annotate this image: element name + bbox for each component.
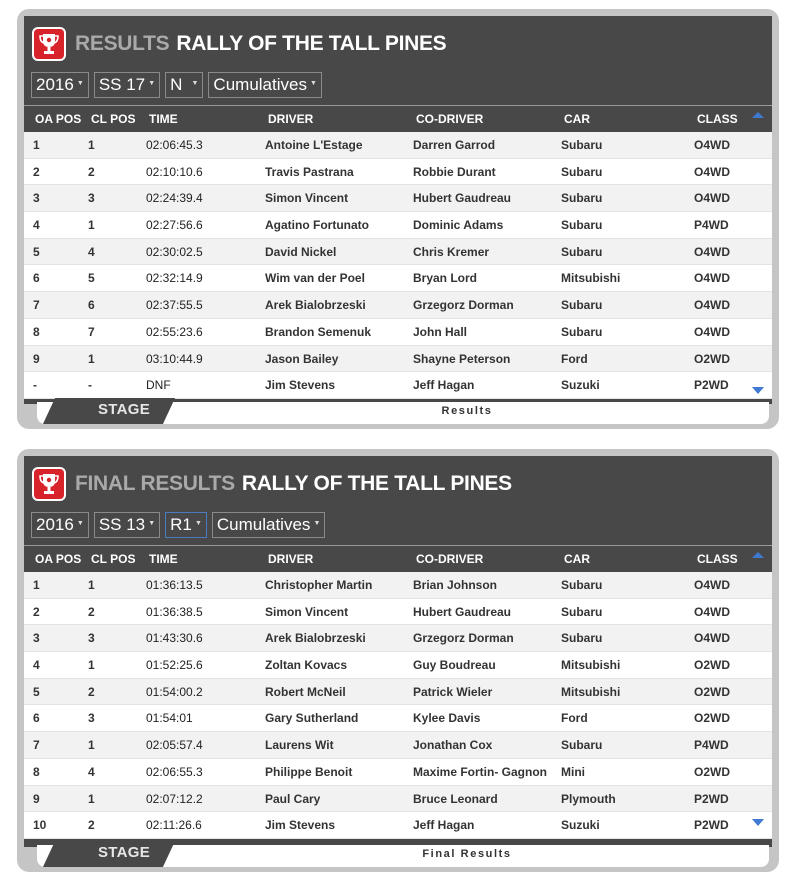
co-driver-cell: Hubert Gaudreau <box>413 191 512 206</box>
table-row[interactable] <box>24 705 772 732</box>
driver-cell: Wim van der Poel <box>265 271 365 286</box>
cl-pos-cell: - <box>88 378 92 393</box>
panel-footer <box>37 845 769 867</box>
table-row[interactable] <box>24 732 772 759</box>
title-event-name: RALLY OF THE TALL PINES <box>176 32 447 55</box>
table-row[interactable] <box>24 319 772 346</box>
class-cell: O2WD <box>694 711 730 726</box>
class-cell: O4WD <box>694 324 730 339</box>
time-cell: 03:10:44.9 <box>146 351 203 366</box>
panel-title <box>32 467 512 501</box>
driver-cell: Zoltan Kovacs <box>265 658 348 673</box>
time-cell: 02:55:23.6 <box>146 324 203 339</box>
car-cell: Mini <box>561 764 585 779</box>
time-cell: 02:06:45.3 <box>146 138 203 152</box>
table-row[interactable] <box>24 599 772 626</box>
col-header-driver[interactable]: DRIVER <box>268 552 314 566</box>
col-header-time[interactable]: TIME <box>149 552 178 566</box>
table-row[interactable] <box>24 185 772 212</box>
scroll-down-icon[interactable] <box>752 387 764 394</box>
class-cell: P2WD <box>694 378 729 393</box>
time-cell: 02:30:02.5 <box>146 244 203 259</box>
cl-pos-cell: 7 <box>88 324 95 339</box>
stage-select-value: SS 13 <box>98 515 146 534</box>
oa-pos-cell: 10 <box>33 818 47 833</box>
car-cell: Subaru <box>561 164 603 179</box>
class-cell: O2WD <box>694 684 730 699</box>
trophy-icon <box>32 467 66 501</box>
car-cell: Subaru <box>561 244 603 259</box>
view-select-value: Cumulatives <box>216 515 311 534</box>
time-cell: 01:36:38.5 <box>146 604 203 619</box>
co-driver-cell: Guy Boudreau <box>413 658 496 673</box>
view-select[interactable] <box>212 512 326 538</box>
group-select[interactable] <box>165 72 203 98</box>
col-header-time[interactable]: TIME <box>149 112 178 126</box>
class-cell: O4WD <box>694 604 730 619</box>
year-select-value: 2016 <box>36 75 74 94</box>
class-cell: P4WD <box>694 738 729 753</box>
table-row[interactable] <box>24 159 772 186</box>
oa-pos-cell: 2 <box>33 604 40 619</box>
oa-pos-cell: 2 <box>33 164 40 179</box>
oa-pos-cell: 3 <box>33 631 40 646</box>
class-cell: O4WD <box>694 631 730 646</box>
time-cell: 01:54:00.2 <box>146 684 203 699</box>
class-cell: P2WD <box>694 818 729 833</box>
driver-cell: Robert McNeil <box>265 684 346 699</box>
cl-pos-cell: 2 <box>88 818 95 833</box>
table-row[interactable] <box>24 652 772 679</box>
stage-tab[interactable]: STAGE <box>97 844 151 861</box>
results-table <box>24 545 772 839</box>
driver-cell: Jason Bailey <box>265 351 339 366</box>
car-cell: Ford <box>561 351 588 366</box>
time-cell: DNF <box>146 378 171 393</box>
col-header-class[interactable]: CLASS <box>697 112 738 126</box>
final-results-panel <box>17 449 779 872</box>
car-cell: Subaru <box>561 218 603 233</box>
oa-pos-cell: 6 <box>33 711 40 726</box>
co-driver-cell: Bruce Leonard <box>413 791 498 806</box>
table-row[interactable] <box>24 239 772 266</box>
view-select[interactable] <box>208 72 322 98</box>
cl-pos-cell: 1 <box>88 138 95 152</box>
cl-pos-cell: 1 <box>88 218 95 233</box>
dropdown-caret-icon: ▼ <box>313 520 321 527</box>
col-header-driver[interactable]: DRIVER <box>268 112 314 126</box>
time-cell: 01:52:25.6 <box>146 658 203 673</box>
class-cell: O2WD <box>694 658 730 673</box>
table-body <box>24 132 772 399</box>
cl-pos-cell: 5 <box>88 271 95 286</box>
time-cell: 02:27:56.6 <box>146 218 203 233</box>
car-cell: Subaru <box>561 631 603 646</box>
co-driver-cell: Bryan Lord <box>413 271 478 286</box>
dropdown-caret-icon: ▼ <box>148 520 156 527</box>
col-header-cl-pos[interactable]: CL POS <box>91 112 136 126</box>
co-driver-cell: Grzegorz Dorman <box>413 631 514 646</box>
time-cell: 02:06:55.3 <box>146 764 203 779</box>
filter-controls <box>31 72 327 98</box>
results-table <box>24 105 772 399</box>
table-body <box>24 572 772 839</box>
co-driver-cell: Brian Johnson <box>413 578 498 592</box>
table-row[interactable] <box>24 786 772 813</box>
cl-pos-cell: 3 <box>88 711 95 726</box>
cl-pos-cell: 1 <box>88 578 95 592</box>
class-cell: O4WD <box>694 191 730 206</box>
co-driver-cell: Jeff Hagan <box>413 818 475 833</box>
class-cell: O2WD <box>694 764 730 779</box>
co-driver-cell: Kylee Davis <box>413 711 481 726</box>
driver-cell: Agatino Fortunato <box>265 218 369 233</box>
co-driver-cell: Robbie Durant <box>413 164 496 179</box>
oa-pos-cell: 5 <box>33 684 40 699</box>
co-driver-cell: Dominic Adams <box>413 218 504 233</box>
oa-pos-cell: 1 <box>33 578 40 592</box>
driver-cell: David Nickel <box>265 244 337 259</box>
group-select[interactable] <box>165 512 207 538</box>
driver-cell: Philippe Benoit <box>265 764 353 779</box>
car-cell: Subaru <box>561 324 603 339</box>
co-driver-cell: Maxime Fortin- Gagnon <box>413 764 548 779</box>
table-row[interactable] <box>24 292 772 319</box>
driver-cell: Christopher Martin <box>265 578 373 592</box>
table-row[interactable] <box>24 625 772 652</box>
co-driver-cell: Darren Garrod <box>413 138 496 152</box>
cl-pos-cell: 3 <box>88 191 95 206</box>
footer-caption: Results <box>441 405 493 417</box>
oa-pos-cell: 6 <box>33 271 40 286</box>
oa-pos-cell: 4 <box>33 658 40 673</box>
cl-pos-cell: 2 <box>88 164 95 179</box>
driver-cell: Travis Pastrana <box>265 164 354 179</box>
car-cell: Ford <box>561 711 588 726</box>
oa-pos-cell: 8 <box>33 324 40 339</box>
oa-pos-cell: 4 <box>33 218 40 233</box>
class-cell: O4WD <box>694 578 730 592</box>
table-header <box>24 545 772 572</box>
car-cell: Mitsubishi <box>561 271 621 286</box>
title-prefix: FINAL RESULTS <box>75 472 235 495</box>
driver-cell: Simon Vincent <box>265 191 349 206</box>
driver-cell: Jim Stevens <box>265 818 336 833</box>
stage-select[interactable] <box>94 72 160 98</box>
cl-pos-cell: 1 <box>88 351 95 366</box>
year-select[interactable] <box>31 512 89 538</box>
car-cell: Mitsubishi <box>561 684 621 699</box>
table-row[interactable] <box>24 132 772 159</box>
table-row[interactable] <box>24 372 772 399</box>
driver-cell: Antoine L'Estage <box>265 138 363 152</box>
car-cell: Suzuki <box>561 818 600 833</box>
dropdown-caret-icon: ▼ <box>191 80 199 87</box>
oa-pos-cell: - <box>33 378 37 393</box>
col-header-car[interactable]: CAR <box>564 552 590 566</box>
car-cell: Subaru <box>561 604 603 619</box>
table-row[interactable] <box>24 812 772 839</box>
co-driver-cell: Patrick Wieler <box>413 684 493 699</box>
cl-pos-cell: 6 <box>88 298 95 313</box>
title-event-name: RALLY OF THE TALL PINES <box>241 472 512 495</box>
time-cell: 01:54:01 <box>146 711 193 726</box>
col-header-co-driver[interactable]: CO-DRIVER <box>416 552 484 566</box>
stage-select[interactable] <box>94 512 160 538</box>
car-cell: Subaru <box>561 578 603 592</box>
time-cell: 02:37:55.5 <box>146 298 203 313</box>
co-driver-cell: Jeff Hagan <box>413 378 475 393</box>
panel-footer <box>37 402 769 424</box>
col-header-class[interactable]: CLASS <box>697 552 738 566</box>
group-select-value: N <box>170 75 183 94</box>
col-header-co-driver[interactable]: CO-DRIVER <box>416 112 484 126</box>
scroll-up-icon[interactable] <box>752 552 764 558</box>
co-driver-cell: Hubert Gaudreau <box>413 604 512 619</box>
stage-tab[interactable]: STAGE <box>97 401 151 418</box>
final-results-widget <box>24 456 772 847</box>
table-row[interactable] <box>24 679 772 706</box>
class-cell: P2WD <box>694 791 729 806</box>
view-select-value: Cumulatives <box>213 75 307 94</box>
col-header-cl-pos[interactable]: CL POS <box>91 552 136 566</box>
time-cell: 02:05:57.4 <box>146 738 203 753</box>
panel-title <box>32 27 446 61</box>
scroll-up-icon[interactable] <box>752 112 764 118</box>
co-driver-cell: Grzegorz Dorman <box>413 298 514 313</box>
cl-pos-cell: 1 <box>88 738 95 753</box>
dropdown-caret-icon: ▼ <box>76 520 84 527</box>
footer-caption: Final Results <box>422 848 512 860</box>
col-header-car[interactable]: CAR <box>564 112 590 126</box>
time-cell: 02:07:12.2 <box>146 791 203 806</box>
class-cell: P4WD <box>694 218 729 233</box>
results-widget <box>24 16 772 404</box>
cl-pos-cell: 2 <box>88 604 95 619</box>
car-cell: Mitsubishi <box>561 658 621 673</box>
group-select-value: R1 <box>170 515 192 534</box>
results-panel <box>17 9 779 429</box>
time-cell: 02:24:39.4 <box>146 191 203 206</box>
car-cell: Subaru <box>561 738 603 753</box>
driver-cell: Gary Sutherland <box>265 711 359 726</box>
dropdown-caret-icon: ▼ <box>310 80 317 87</box>
dropdown-caret-icon: ▼ <box>194 520 202 527</box>
class-cell: O4WD <box>694 138 730 152</box>
cl-pos-cell: 1 <box>88 791 95 806</box>
cl-pos-cell: 4 <box>88 764 95 779</box>
time-cell: 02:32:14.9 <box>146 271 203 286</box>
oa-pos-cell: 7 <box>33 738 40 753</box>
co-driver-cell: John Hall <box>413 324 468 339</box>
scroll-down-icon[interactable] <box>752 819 764 826</box>
table-row[interactable] <box>24 212 772 239</box>
oa-pos-cell: 3 <box>33 191 40 206</box>
time-cell: 02:11:26.6 <box>146 818 202 833</box>
driver-cell: Jim Stevens <box>265 378 336 393</box>
year-select-value: 2016 <box>36 515 74 534</box>
table-row[interactable] <box>24 572 772 599</box>
cl-pos-cell: 4 <box>88 244 95 259</box>
car-cell: Subaru <box>561 191 603 206</box>
dropdown-caret-icon: ▼ <box>76 80 84 87</box>
cl-pos-cell: 2 <box>88 684 95 699</box>
car-cell: Subaru <box>561 298 603 313</box>
class-cell: O4WD <box>694 164 730 179</box>
oa-pos-cell: 1 <box>33 138 40 152</box>
time-cell: 01:43:30.6 <box>146 631 203 646</box>
driver-cell: Simon Vincent <box>265 604 349 619</box>
class-cell: O4WD <box>694 271 730 286</box>
col-header-oa-pos[interactable]: OA POS <box>35 112 82 126</box>
title-prefix: RESULTS <box>75 32 170 55</box>
co-driver-cell: Shayne Peterson <box>413 351 511 366</box>
oa-pos-cell: 8 <box>33 764 40 779</box>
cl-pos-cell: 3 <box>88 631 95 646</box>
class-cell: O2WD <box>694 351 730 366</box>
trophy-icon <box>32 27 66 61</box>
oa-pos-cell: 5 <box>33 244 40 259</box>
time-cell: 01:36:13.5 <box>146 578 203 592</box>
driver-cell: Laurens Wit <box>265 738 334 753</box>
oa-pos-cell: 9 <box>33 791 40 806</box>
driver-cell: Paul Cary <box>265 791 321 806</box>
stage-select-value: SS 17 <box>98 75 146 94</box>
year-select[interactable] <box>31 72 89 98</box>
car-cell: Suzuki <box>561 378 600 393</box>
car-cell: Plymouth <box>561 791 616 806</box>
table-row[interactable] <box>24 759 772 786</box>
driver-cell: Arek Bialobrzeski <box>265 298 366 313</box>
col-header-oa-pos[interactable]: OA POS <box>35 552 82 566</box>
cl-pos-cell: 1 <box>88 658 95 673</box>
car-cell: Subaru <box>561 138 603 152</box>
oa-pos-cell: 7 <box>33 298 40 313</box>
co-driver-cell: Jonathan Cox <box>413 738 493 753</box>
oa-pos-cell: 9 <box>33 351 40 366</box>
class-cell: O4WD <box>694 244 730 259</box>
filter-controls <box>31 512 330 538</box>
table-row[interactable] <box>24 346 772 373</box>
co-driver-cell: Chris Kremer <box>413 244 490 259</box>
driver-cell: Brandon Semenuk <box>265 324 372 339</box>
class-cell: O4WD <box>694 298 730 313</box>
table-row[interactable] <box>24 265 772 292</box>
table-header <box>24 105 772 132</box>
time-cell: 02:10:10.6 <box>146 164 203 179</box>
dropdown-caret-icon: ▼ <box>148 80 156 87</box>
driver-cell: Arek Bialobrzeski <box>265 631 366 646</box>
